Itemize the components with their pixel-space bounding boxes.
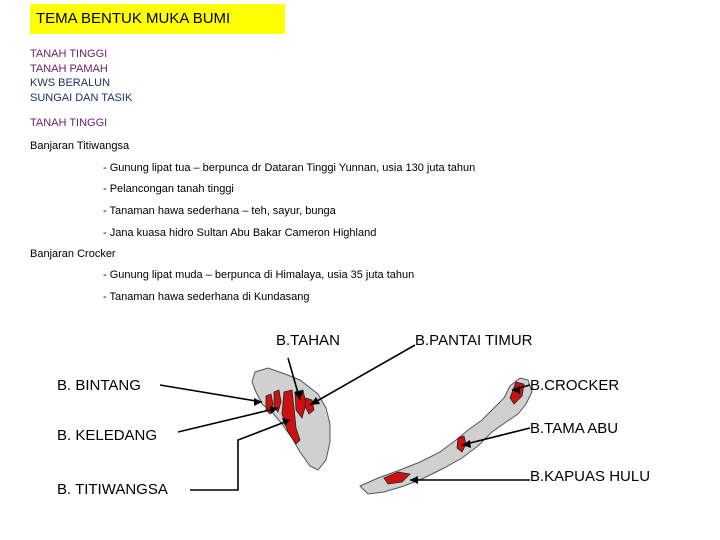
menu-item-tanah-tinggi[interactable]: TANAH TINGGI [30,48,108,60]
bullet-point: - Tanaman hawa sederhana di Kundasang [103,291,310,303]
bullet-point: - Gunung lipat muda – berpunca di Himalaya, usia 35 juta tahun [103,269,415,281]
label-b-pantai-timur: B.PANTAI TIMUR [415,332,533,349]
menu-item-kws-beralun[interactable]: KWS BERALUN [30,77,111,89]
label-b-crocker: B.CROCKER [530,377,620,394]
bullet-point: - Jana kuasa hidro Sultan Abu Bakar Cameron Highland [103,227,377,239]
bullet-point: - Tanaman hawa sederhana – teh, sayur, bunga [103,205,336,217]
range-heading-crocker: Banjaran Crocker [30,248,116,260]
borneo-landmass [360,378,532,494]
range-heading-titiwangsa: Banjaran Titiwangsa [30,140,130,152]
label-b-kapuas-hulu: B.KAPUAS HULU [530,468,651,485]
label-b-tama-abu: B.TAMA ABU [530,420,619,437]
bullet-point: - Gunung lipat tua – berpunca dr Dataran Tinggi Yunnan, usia 130 juta tahun [103,162,476,174]
pointer-pantai-timur [310,345,415,405]
page-title: TEMA BENTUK MUKA BUMI [30,4,285,34]
label-b-tahan: B.TAHAN [276,332,340,349]
pointer-keledang [178,408,278,432]
bullet-point: - Pelancongan tanah tinggi [103,183,234,195]
pointer-bintang [160,385,262,402]
section-title: TANAH TINGGI [30,117,108,129]
label-b-bintang: B. BINTANG [57,377,141,394]
label-b-keledang: B. KELEDANG [57,427,158,444]
menu-item-tanah-pamah[interactable]: TANAH PAMAH [30,62,108,75]
label-b-titiwangsa: B. TITIWANGSA [57,481,168,498]
menu-item-sungai-dan-tasik[interactable]: SUNGAI DAN TASIK [30,91,133,104]
pointer-titiwangsa [190,420,290,490]
